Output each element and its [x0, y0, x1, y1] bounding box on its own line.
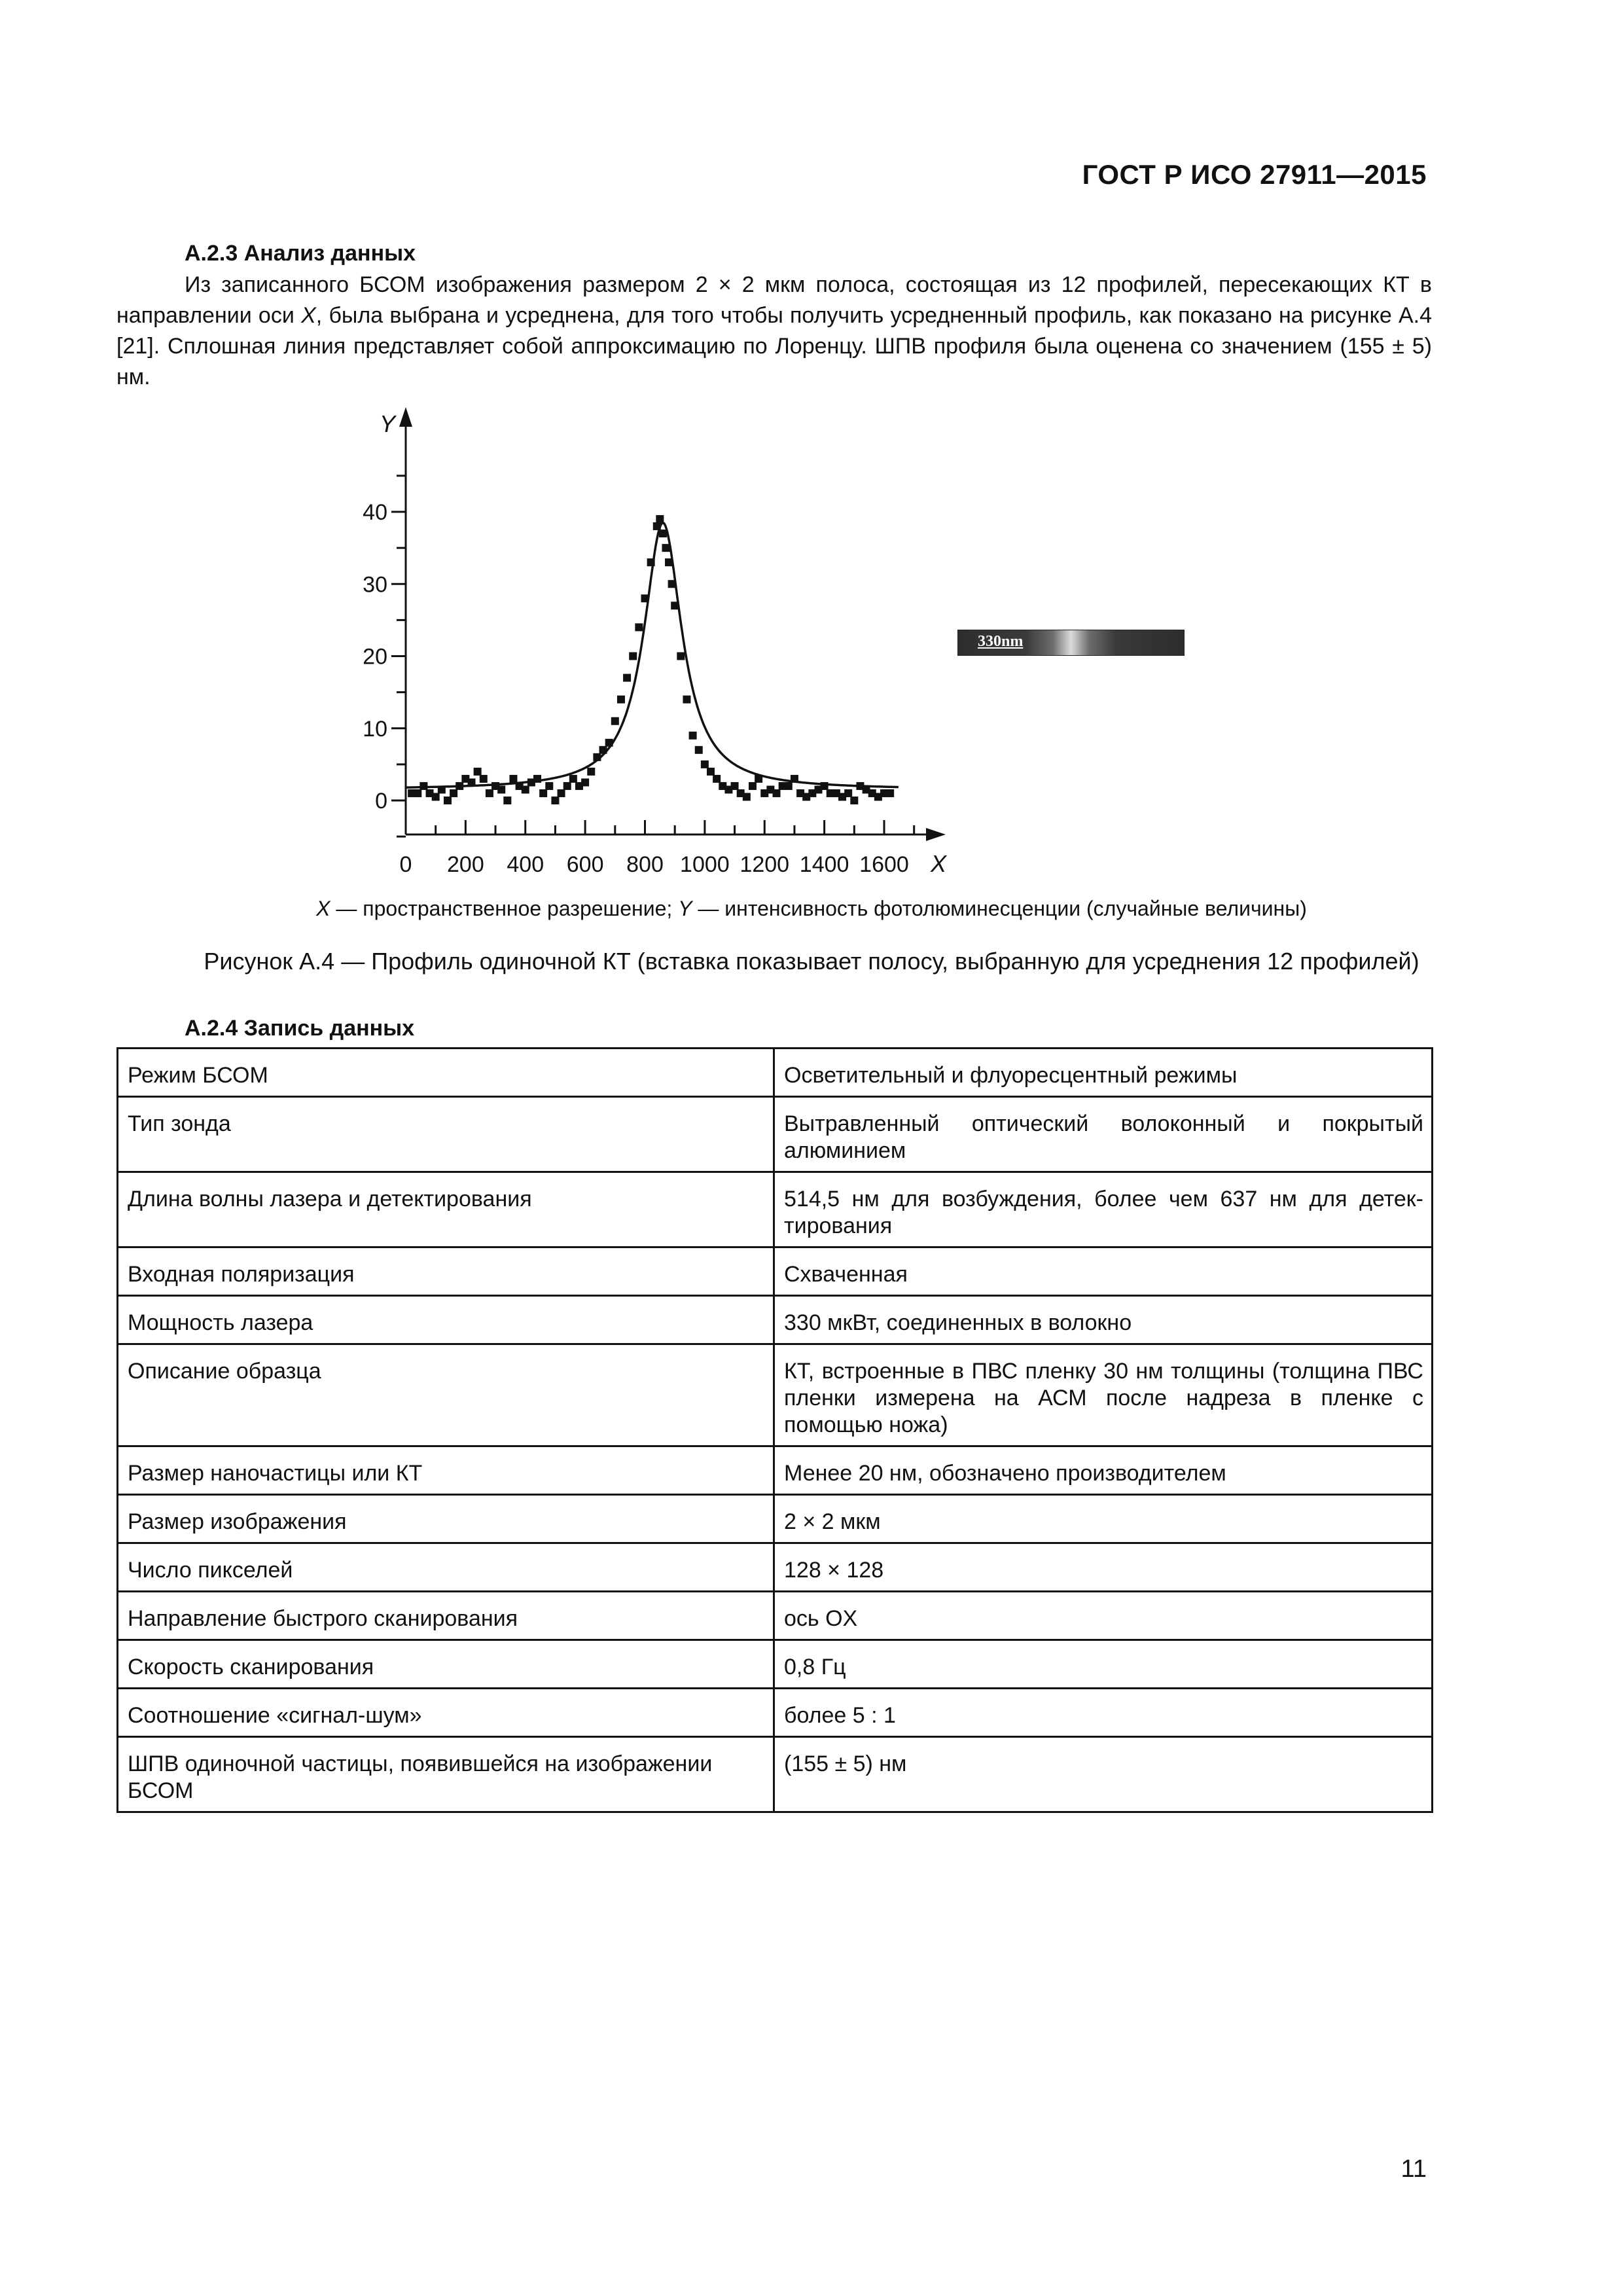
data-point — [683, 696, 690, 704]
data-point — [551, 797, 559, 804]
table-row — [118, 1640, 1433, 1689]
figure-legend — [0, 897, 1623, 921]
data-points — [408, 515, 894, 804]
x-tick-label: 1000 — [680, 852, 730, 877]
data-point — [659, 529, 667, 537]
x-tick-label: 0 — [399, 852, 412, 877]
profile-chart — [327, 406, 955, 890]
table-row — [118, 1049, 1433, 1097]
y-tick-label: 20 — [363, 644, 387, 670]
inset-scale-label: 330nm — [978, 633, 1024, 650]
table-cell-value: 514,5 нм для возбуждения, более чем 637 нм для детек-тирования — [774, 1172, 1433, 1247]
data-point — [886, 789, 894, 797]
table-row — [118, 1172, 1433, 1247]
data-point — [821, 782, 829, 790]
legend-y-text: — интенсивность фотолюминесценции (случайные величины) — [692, 897, 1307, 920]
axis-name-x: X — [301, 303, 316, 328]
analysis-paragraph — [116, 270, 1432, 393]
data-point — [773, 789, 781, 797]
data-point — [743, 793, 751, 800]
table-row — [118, 1247, 1433, 1296]
data-point — [563, 782, 571, 790]
table-row — [118, 1446, 1433, 1495]
data-point — [653, 522, 661, 530]
data-point — [641, 594, 649, 602]
x-tick-label: 1600 — [859, 852, 909, 877]
data-point — [438, 785, 446, 793]
x-tick-label: 600 — [566, 852, 604, 877]
data-point — [629, 653, 637, 660]
paragraph-text-start: Из записанного БСОМ изображения размером 2 × 2 мкм полоса, состоящая из 12 профилей, пересекающих КТ в направлении оси — [116, 272, 1432, 328]
legend-y-symbol: Y — [678, 897, 692, 920]
table-cell-parameter: Длина волны лазера и детектирования — [118, 1172, 774, 1247]
table-cell-value: (155 ± 5) нм — [774, 1737, 1433, 1812]
table-cell-value: 330 мкВт, соединенных в волокно — [774, 1296, 1433, 1344]
table-cell-parameter: Число пикселей — [118, 1543, 774, 1592]
data-point — [785, 782, 793, 790]
y-tick-label: 0 — [375, 789, 387, 814]
table-cell-parameter: ШПВ одиночной частицы, появившейся на изображении БСОМ — [118, 1737, 774, 1812]
x-axis-label: X — [931, 850, 947, 877]
data-point — [450, 789, 457, 797]
x-tick-label: 800 — [626, 852, 664, 877]
chart-ticks — [363, 476, 914, 877]
section-title-analysis: А.2.3 Анализ данных — [185, 241, 416, 266]
table-cell-parameter: Режим БСОМ — [118, 1049, 774, 1097]
data-point — [533, 775, 541, 783]
table-cell-value: КТ, встроенные в ПВС пленку 30 нм толщины (толщина ПВС пленки измерена на АСМ после надреза в пленке с помощью ножа) — [774, 1344, 1433, 1446]
data-point — [695, 746, 703, 754]
section-title-data-record: А.2.4 Запись данных — [185, 1016, 415, 1041]
data-point — [668, 580, 676, 588]
data-point — [701, 761, 709, 768]
data-point — [486, 789, 493, 797]
data-point — [844, 789, 852, 797]
table-row — [118, 1689, 1433, 1737]
data-point — [522, 785, 529, 793]
document-header: ГОСТ Р ИСО 27911—2015 — [1082, 159, 1427, 190]
page-number: 11 — [1400, 2155, 1427, 2183]
data-point — [791, 775, 798, 783]
data-point — [581, 778, 589, 786]
data-point — [455, 782, 463, 790]
x-tick-label: 200 — [447, 852, 484, 877]
data-point — [509, 775, 517, 783]
data-point — [677, 653, 685, 660]
table-cell-parameter: Скорость сканирования — [118, 1640, 774, 1689]
data-point — [635, 623, 643, 631]
legend-x-text: — пространственное разрешение; — [330, 897, 679, 920]
data-point — [647, 558, 655, 566]
y-axis-arrow — [399, 407, 412, 427]
legend-x-symbol: X — [316, 897, 330, 920]
table-cell-value: 2 × 2 мкм — [774, 1495, 1433, 1543]
inset-image-strip — [957, 630, 1185, 656]
data-point — [474, 768, 482, 776]
data-point — [444, 797, 452, 804]
data-point — [497, 785, 505, 793]
data-point — [617, 696, 625, 704]
data-point — [419, 782, 427, 790]
table-cell-value: 0,8 Гц — [774, 1640, 1433, 1689]
table-row — [118, 1296, 1433, 1344]
table-cell-value: 128 × 128 — [774, 1543, 1433, 1592]
data-point — [623, 674, 631, 682]
y-axis-label: Y — [380, 410, 396, 437]
table-row — [118, 1592, 1433, 1640]
data-point — [468, 778, 476, 786]
data-point — [611, 717, 619, 725]
table-cell-parameter: Направление быстрого сканирования — [118, 1592, 774, 1640]
table-cell-value: более 5 : 1 — [774, 1689, 1433, 1737]
data-point — [545, 782, 553, 790]
data-point — [599, 746, 607, 754]
figure-caption: Рисунок А.4 — Профиль одиночной КТ (вставка показывает полосу, выбранную для усреднения 12 профилей) — [204, 948, 1419, 975]
table-cell-parameter: Размер изображения — [118, 1495, 774, 1543]
y-tick-label: 30 — [363, 572, 387, 598]
data-point — [558, 789, 565, 797]
x-axis-arrow — [926, 828, 946, 841]
table-cell-value: Менее 20 нм, обозначено производителем — [774, 1446, 1433, 1495]
table-cell-parameter: Тип зонда — [118, 1097, 774, 1172]
data-point — [713, 775, 721, 783]
y-tick-label: 10 — [363, 716, 387, 742]
data-point — [605, 739, 613, 747]
table-cell-parameter: Мощность лазера — [118, 1296, 774, 1344]
x-tick-label: 400 — [507, 852, 544, 877]
table-cell-value: Вытравленный оптический волоконный и покрытый алюминием — [774, 1097, 1433, 1172]
data-point — [665, 558, 673, 566]
table-row — [118, 1344, 1433, 1446]
data-record-table — [116, 1047, 1433, 1813]
y-tick-label: 40 — [363, 500, 387, 525]
table-cell-value: ось OX — [774, 1592, 1433, 1640]
table-cell-value: Осветительный и флуоресцентный режимы — [774, 1049, 1433, 1097]
paragraph-text-end: , была выбрана и усреднена, для того чтобы получить усредненный профиль, как показано на рисунке А.4 [21]. Сплошная линия представляет собой аппроксимацию по Лоренцу. ШПВ профиля была оценена со значением (155 ± 5) нм. — [116, 303, 1433, 389]
data-point — [539, 789, 547, 797]
data-point — [503, 797, 511, 804]
table-cell-value: Схваченная — [774, 1247, 1433, 1296]
data-point — [707, 768, 715, 776]
data-point — [749, 782, 757, 790]
data-point — [656, 515, 664, 523]
data-point — [480, 775, 488, 783]
data-point — [593, 753, 601, 761]
data-point — [755, 775, 762, 783]
chart-axes — [380, 407, 948, 877]
data-point — [731, 782, 739, 790]
table-cell-parameter: Описание образца — [118, 1344, 774, 1446]
table-cell-parameter: Размер наночастицы или КТ — [118, 1446, 774, 1495]
data-point — [850, 797, 858, 804]
data-point — [587, 768, 595, 776]
x-tick-label: 1400 — [799, 852, 849, 877]
data-point — [662, 544, 669, 552]
table-row — [118, 1495, 1433, 1543]
data-point — [414, 789, 421, 797]
table-row — [118, 1737, 1433, 1812]
x-tick-label: 1200 — [740, 852, 790, 877]
data-point — [671, 601, 679, 609]
data-point — [432, 793, 440, 800]
table-cell-parameter: Входная поляризация — [118, 1247, 774, 1296]
table-row — [118, 1097, 1433, 1172]
table-cell-parameter: Соотношение «сигнал-шум» — [118, 1689, 774, 1737]
data-point — [569, 775, 577, 783]
data-point — [689, 732, 697, 740]
table-row — [118, 1543, 1433, 1592]
